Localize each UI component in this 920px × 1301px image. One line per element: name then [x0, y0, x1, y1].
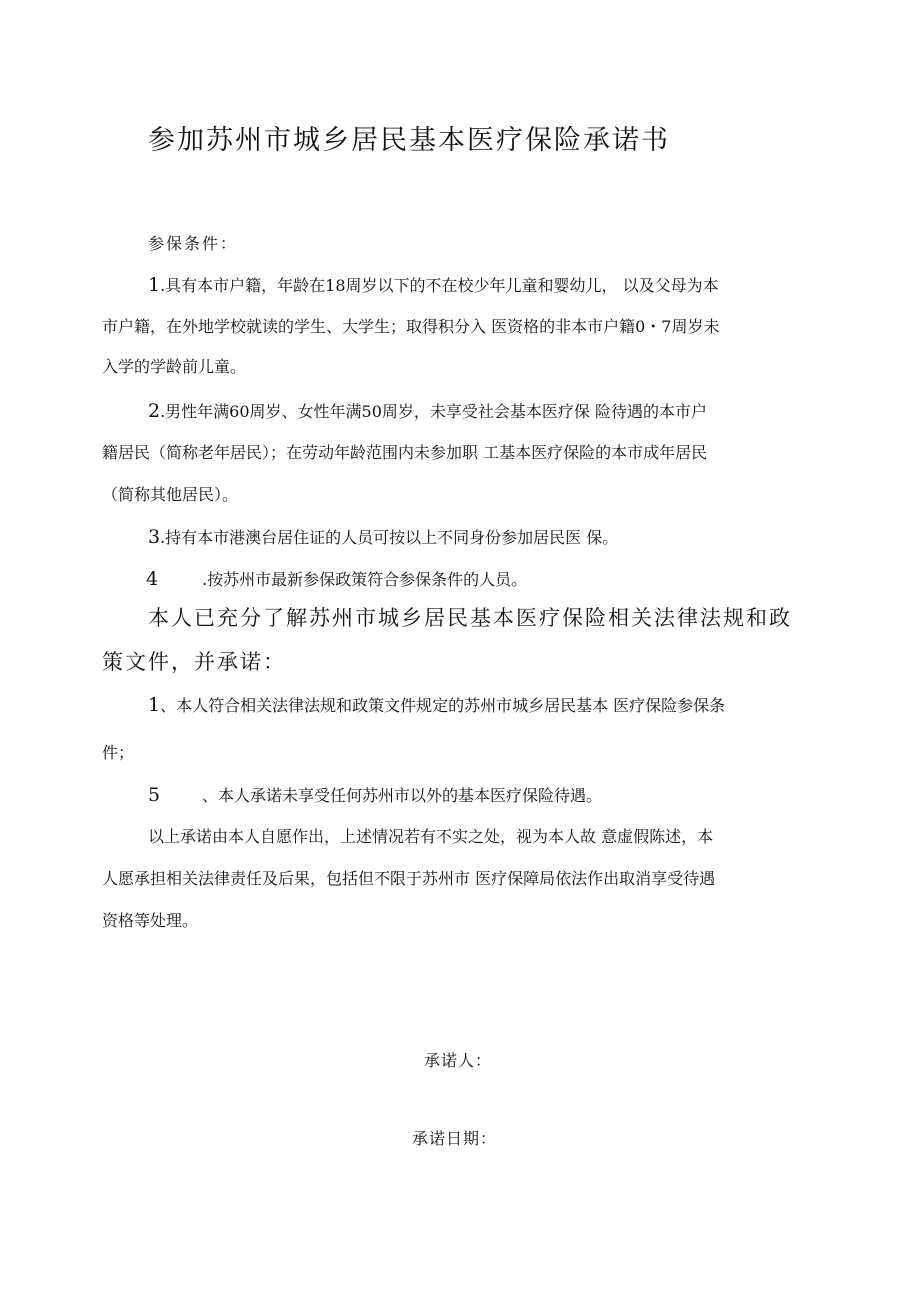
- condition-2-line-3: （简称其他居民）。: [102, 485, 239, 504]
- disclaimer-line-1: 以上承诺由本人自愿作出，上述情况若有不实之处，视为本人故 意虚假陈述，本: [148, 827, 714, 846]
- condition-4-line-1: 4 .按苏州市最新参保政策符合参保条件的人员。: [146, 562, 527, 597]
- condition-1-line-3: 入学的学龄前儿童。: [102, 357, 247, 376]
- promise-date-label: 承诺日期：: [412, 1129, 498, 1148]
- promise-1-number: 1: [148, 694, 161, 716]
- condition-1-number: 1: [148, 274, 161, 296]
- condition-2-line-1: 2.男性年满60周岁、女性年满50周岁，未享受社会基本医疗保 险待遇的本市户: [148, 394, 707, 429]
- condition-2-line-2: 籍居民（简称老年居民）；在劳动年龄范围内未参加职 工基本医疗保险的本市成年居民: [102, 443, 708, 462]
- document-title: 参加苏州市城乡居民基本医疗保险承诺书: [148, 125, 670, 156]
- disclaimer-line-3: 资格等处理。: [102, 911, 199, 930]
- statement-line-1: 本人已充分了解苏州市城乡居民基本医疗保险相关法律法规和政: [148, 606, 792, 630]
- statement-line-2: 策文件，并承诺：: [102, 650, 286, 674]
- promisor-label: 承诺人：: [424, 1051, 493, 1070]
- condition-2-number: 2: [148, 400, 161, 422]
- disclaimer-line-2: 人愿承担相关法律责任及后果，包括但不限于苏州市 医疗保障局依法作出取消享受待遇: [102, 869, 716, 888]
- condition-4-number: 4: [146, 568, 159, 590]
- promise-2-number: 5: [148, 784, 161, 806]
- condition-3-number: 3: [148, 526, 161, 548]
- promise-1-line-2: 件；: [102, 743, 135, 762]
- condition-3-line-1: 3.持有本市港澳台居住证的人员可按以上不同身份参加居民医 保。: [148, 520, 618, 555]
- conditions-label: 参保条件：: [148, 234, 239, 253]
- promise-2-line-1: 5 、本人承诺未享受任何苏州市以外的基本医疗保险待遇。: [148, 778, 602, 813]
- condition-1-line-2: 市户籍，在外地学校就读的学生、大学生；取得积分入 医资格的非本市户籍0・7周岁未: [102, 317, 720, 336]
- promise-1-line-1: 1、本人符合相关法律法规和政策文件规定的苏州市城乡居民基本 医疗保险参保条: [148, 688, 725, 723]
- condition-1-line-1: 1.具有本市户籍，年龄在18周岁以下的不在校少年儿童和婴幼儿， 以及父母为本: [148, 268, 719, 303]
